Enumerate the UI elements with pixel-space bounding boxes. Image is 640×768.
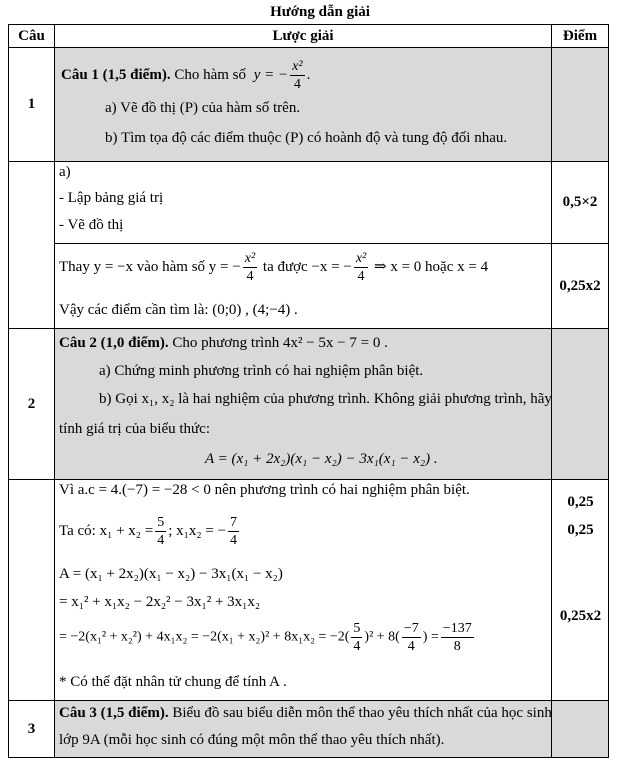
question-3-intro-2: lớp 9A (mỗi học sinh có đúng một môn thể thao yêu thích nhất).	[59, 732, 445, 748]
question-1-fraction: $\frac{\text{x²}}{4}$	[292, 59, 303, 92]
question-2-expression: A = (x₁ + 2x₂)(x₁ − x₂) − 3x₁(x₁ − x₂) .	[205, 451, 438, 467]
header-diem: Điểm	[552, 25, 609, 48]
solution-2-scores	[552, 480, 609, 701]
solution-2-step-3: = −2(x₁² + x₂²) + 4x₁x₂ = −2(x₁ + x₂)² + 8x₁x₂ = −2(	[59, 629, 350, 645]
question-2-part-b-line1: b) Gọi x₁, x₂ là hai nghiệm của phương trình. Không giải phương trình, hãy	[99, 391, 552, 407]
solution-2-score-3: 0,25x2	[559, 608, 602, 624]
solution-1b-text	[55, 244, 552, 329]
solution-1b-roots: ⇒ x = 0 hoặc x = 4	[370, 258, 489, 275]
solution-2-fraction-b: $\frac{-7}{4}$	[403, 621, 419, 654]
solution-2-score-1: 0,25	[567, 494, 594, 510]
solution-2-step-1: A = (x₁ + 2x₂)(x₁ − x₂) − 3x₁(x₁ − x₂)	[59, 566, 283, 582]
solution-2-note: * Có thể đặt nhân tử chung để tính A .	[59, 674, 287, 690]
question-3-text	[55, 701, 552, 758]
question-1-row	[9, 48, 609, 162]
solution-1b-points: Vậy các điểm cần tìm là: (0;0) , (4;−4) .	[59, 302, 298, 318]
question-3-row	[9, 701, 609, 758]
question-3-score-empty	[552, 701, 609, 758]
solution-2-fraction-product: $\frac{7}{4}$	[230, 515, 238, 548]
question-2-row	[9, 329, 609, 480]
question-2-part-b-line2: tính giá trị của biểu thức:	[59, 421, 211, 437]
solution-2-row	[9, 480, 609, 701]
question-1-number: 1	[9, 48, 55, 162]
solution-1a-text	[55, 162, 552, 244]
solution-2-fraction-a: $\frac{5}{4}$	[353, 621, 361, 654]
solution-2-number-empty	[9, 480, 55, 701]
solution-1b-result-text: ta được −x = −	[259, 258, 352, 275]
question-3-intro-1: Biểu đồ sau biểu diễn môn thể thao yêu thích nhất của học sinh	[172, 705, 552, 721]
solution-2-fraction-result: $\frac{-137}{8}$	[442, 621, 472, 654]
header-cau: Câu	[9, 25, 55, 48]
table-header-row	[9, 25, 609, 48]
question-2-text	[55, 329, 552, 480]
question-3-lead: Câu 3 (1,5 điểm).	[59, 705, 169, 721]
solution-1b-fraction-2: $\frac{\text{x²}}{4}$	[355, 251, 367, 284]
question-1-lead: Câu 1 (1,5 điểm).	[61, 66, 171, 83]
solution-1a-step-graph: - Vẽ đồ thị	[59, 217, 124, 233]
solution-2-score-2: 0,25	[567, 522, 594, 538]
solution-1b-substitute: Thay y = −x vào hàm số y = −	[59, 258, 241, 275]
solution-2-discriminant: Vì a.c = 4.(−7) = −28 < 0 nên phương trình có hai nghiệm phân biệt.	[59, 482, 470, 498]
question-2-intro: Cho phương trình 4x² − 5x − 7 = 0 .	[172, 335, 388, 351]
solution-2-text: Vì a.c = 4.(−7) = −28 < 0 nên phương trình có hai nghiệm phân biệt. Ta có: x₁ + x₂ = $\frac{5}{4}$ ; x₁x₂ = − $\frac{7}{4}$ A = (x₁ + 2x₂)(x₁ − x₂) − 3x₁(x₁ − x₂) = x₁² + x₁x₂ − 2x₂² − 3x₁² + 3x₁x₂ = −2(x₁² + x₂²) + 4x₁x₂ = −2(x₁ + x₂)² + 8x₁x₂ = −2( $\frac{5}{4}$ )² + 8( $\frac{-7}{4}$ ) = $\frac{-137}{8}$ * Có thể đặt nhân tử chung để tính A .	[55, 480, 552, 701]
question-1-intro: Cho hàm số	[174, 66, 246, 83]
solution-2-step-2: = x₁² + x₁x₂ − 2x₂² − 3x₁² + 3x₁x₂	[59, 594, 261, 610]
solution-1b-score: 0,25x2	[552, 244, 609, 329]
solution-2-vieta-sum: Ta có: x₁ + x₂ =	[59, 522, 154, 539]
question-1-part-a: a) Vẽ đồ thị (P) của hàm số trên.	[105, 100, 301, 116]
question-2-part-a: a) Chứng minh phương trình có hai nghiệm phân biệt.	[99, 363, 424, 379]
question-1-text: Câu 1 (1,5 điểm). Cho hàm số y = − $\frac{\text{x²}}{4}$ . a) Vẽ đồ thị (P) của hàm số trên. b) Tìm tọa độ các điểm thuộc (P) có hoành độ và tung độ đối nhau.	[55, 48, 552, 162]
question-1-score-empty	[552, 48, 609, 162]
solution-table	[8, 24, 609, 758]
question-2-lead: Câu 2 (1,0 điểm).	[59, 335, 169, 351]
solution-1a-score: 0,5×2	[552, 162, 609, 244]
page-title: Hướng dẫn giải	[270, 4, 370, 20]
solution-1a-row	[9, 162, 609, 244]
question-2-number: 2	[9, 329, 55, 480]
solution-1b-row	[9, 244, 609, 329]
solution-1a-step-table: - Lập bảng giá trị	[59, 190, 164, 206]
solution-2-fraction-sum: $\frac{5}{4}$	[157, 515, 165, 548]
question-3-number: 3	[9, 701, 55, 758]
header-luoc-giai: Lược giải	[55, 25, 552, 48]
solution-1a-label: a)	[59, 164, 71, 180]
solution-1b-fraction-1: $\frac{\text{x²}}{4}$	[244, 251, 256, 284]
question-1-part-b: b) Tìm tọa độ các điểm thuộc (P) có hoành độ và tung độ đối nhau.	[105, 130, 508, 146]
solution-2-vieta-product: ; x₁x₂ = −	[168, 522, 227, 539]
question-2-score-empty	[552, 329, 609, 480]
question-1-formula-lhs: y = −	[253, 66, 289, 83]
solution-1-number-empty	[9, 162, 55, 329]
